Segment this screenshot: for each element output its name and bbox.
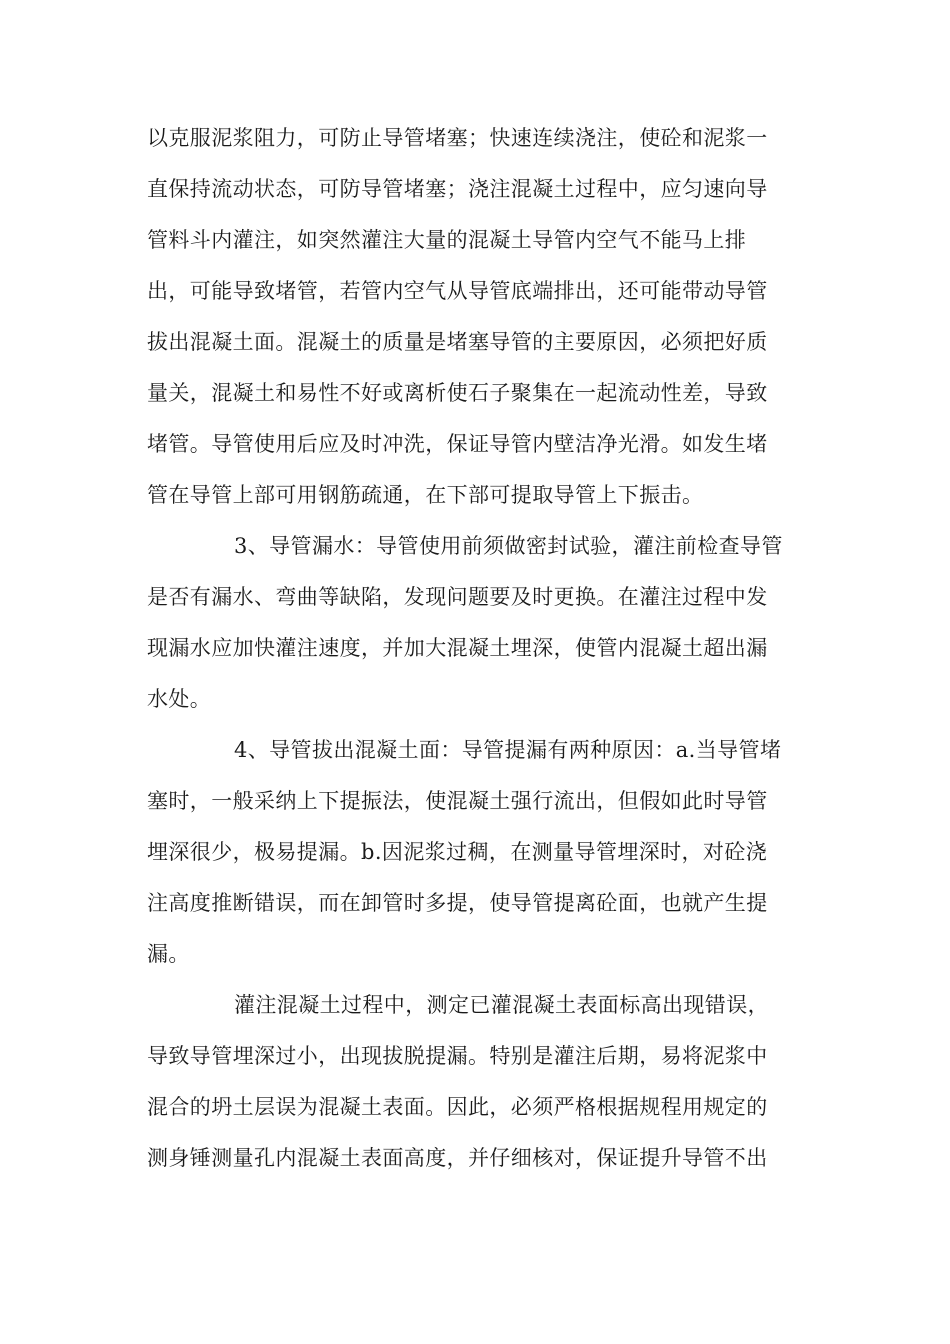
text-line: 混合的坍土层误为混凝土表面。因此，必须严格根据规程用规定的 (147, 1095, 768, 1119)
text-line: 水处。 (147, 687, 212, 711)
text-line: 3、导管漏水：导管使用前须做密封试验，灌注前检查导管 (234, 534, 783, 558)
text-line: 量关，混凝土和易性不好或离析使石子聚集在一起流动性差，导致 (147, 381, 768, 405)
text-line: 管料斗内灌注，如突然灌注大量的混凝土导管内空气不能马上排 (147, 228, 747, 252)
text-line: 4、导管拔出混凝土面：导管提漏有两种原因：a.当导管堵 (234, 738, 782, 762)
text-line: 拔出混凝土面。混凝土的质量是堵塞导管的主要原因，必须把好质 (147, 330, 768, 354)
text-line: 导致导管埋深过小，出现拔脱提漏。特别是灌注后期，易将泥浆中 (147, 1044, 768, 1068)
text-line: 灌注混凝土过程中，测定已灌混凝土表面标高出现错误， (234, 993, 769, 1017)
text-line: 现漏水应加快灌注速度，并加大混凝土埋深，使管内混凝土超出漏 (147, 636, 768, 660)
text-line: 测身锤测量孔内混凝土表面高度，并仔细核对，保证提升导管不出 (147, 1146, 768, 1170)
text-line: 出，可能导致堵管，若管内空气从导管底端排出，还可能带动导管 (147, 279, 768, 303)
text-line: 是否有漏水、弯曲等缺陷，发现问题要及时更换。在灌注过程中发 (147, 585, 768, 609)
body-text (147, 113, 807, 1184)
text-line: 埋深很少，极易提漏。b.因泥浆过稠，在测量导管埋深时，对砼浇 (147, 840, 768, 864)
text-line: 管在导管上部可用钢筋疏通，在下部可提取导管上下振击。 (147, 483, 704, 507)
text-line: 漏。 (147, 942, 190, 966)
text-line: 塞时，一般采纳上下提振法，使混凝土强行流出，但假如此时导管 (147, 789, 768, 813)
text-line: 直保持流动状态，可防导管堵塞；浇注混凝土过程中，应匀速向导 (147, 177, 768, 201)
text-line: 堵管。导管使用后应及时冲洗，保证导管内壁洁净光滑。如发生堵 (147, 432, 768, 456)
text-line: 注高度推断错误，而在卸管时多提，使导管提离砼面，也就产生提 (147, 891, 768, 915)
text-line: 以克服泥浆阻力，可防止导管堵塞；快速连续浇注，使砼和泥浆一 (147, 126, 768, 150)
